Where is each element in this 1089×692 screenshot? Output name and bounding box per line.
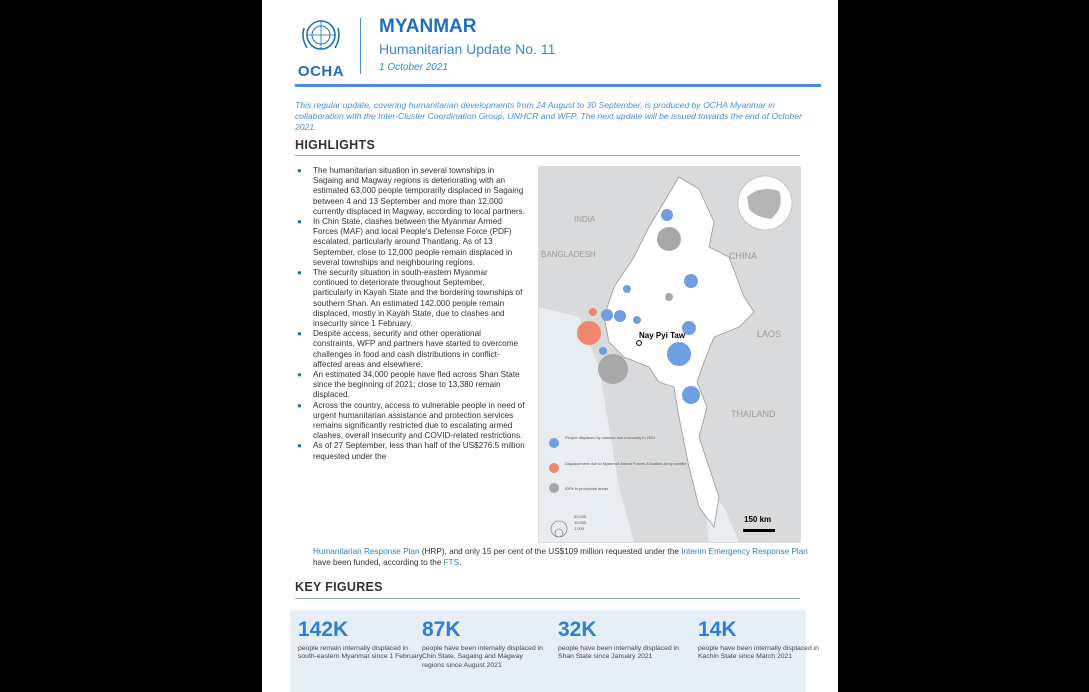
fts-link[interactable]: FTS: [443, 557, 460, 567]
capital-marker-icon: [637, 341, 642, 346]
key-figure-label: people have been internally displaced in Chin State, Sagaing and Magway regions since August 2021: [422, 645, 543, 669]
key-figure-value: 14K: [698, 618, 737, 641]
label-china: CHINA: [729, 251, 758, 261]
highlight-item: ● The humanitarian situation in several townships in Sagaing and Magway regions is deteriorating with an estimated 63,000 people temporarily displaced in Sagaing between 4 and 13 September and more than 12,000 currently displaced in Magway, according to local partners.: [297, 166, 525, 216]
label-laos: LAOS: [757, 329, 782, 339]
key-figure-label: people remain internally displaced in south-eastern Myanmar since 1 February: [298, 645, 423, 661]
key-figures-rule: [295, 598, 800, 599]
legend-blue-text: People displaced by clashes and insecurity in 2021: [565, 435, 656, 440]
scale-50000: 50,000: [574, 514, 587, 519]
map-svg: [539, 167, 800, 542]
highlight-item: ● An estimated 34,000 people have fled across Shan State since the beginning of 2021; close to 13,380 remain displaced.: [297, 370, 520, 400]
hrp-link[interactable]: Humanitarian Response Plan: [313, 547, 420, 556]
bubble-rakhine-north: [589, 308, 597, 316]
inset-globe: [738, 176, 792, 230]
bubble-sagaing: [623, 285, 631, 293]
key-figure: [298, 618, 423, 662]
doc-subtitle: Humanitarian Update No. 11: [379, 41, 556, 57]
document-page: [262, 0, 838, 692]
legend-grey-text: IDPs in protracted areas: [565, 486, 609, 491]
bullet-icon: ●: [297, 166, 302, 175]
bullet-icon: ●: [297, 370, 302, 380]
scale-bar-label: 150 km: [744, 515, 772, 524]
key-figure-value: 142K: [298, 618, 349, 641]
scale-1000: 1,000: [574, 526, 585, 531]
legend-red-swatch: [549, 463, 559, 473]
label-bangladesh: BANGLADESH: [541, 250, 596, 259]
highlight-item: ● Across the country, access to vulnerable people in need of urgent humanitarian assistance and protection services remains significantly restricted due to escalating armed clashes, overall insecurity and COVID-related restrictions.: [297, 400, 525, 441]
highlights-rule: [295, 155, 800, 156]
highlights-list: [295, 166, 525, 462]
legend-blue-swatch: [549, 438, 559, 448]
bubble-mandalay: [633, 316, 641, 324]
label-india: INDIA: [574, 215, 596, 224]
ocha-logo-text: OCHA: [297, 63, 345, 80]
highlight-tail: Humanitarian Response Plan (HRP), and only 15 per cent of the US$109 million requested under the Interim Emergency Response Plan have been funded, according to the FTS.: [313, 547, 808, 567]
bullet-icon: ●: [297, 400, 302, 410]
legend-red-text: Displacement due to Myanmar Armed Forces & Arakan Army conflict: [565, 461, 687, 466]
header-rule: [295, 84, 821, 87]
bullet-icon: ●: [297, 329, 302, 339]
bubble-kachin-north: [661, 209, 673, 221]
bubble-chin: [601, 309, 613, 321]
bubble-rakhine: [577, 321, 601, 345]
highlight-item: ● Despite access, security and other operational constraints, WFP and partners have started to overcome challenges in food and cash distributions in conflict-affected areas and elsewhere.: [297, 329, 519, 369]
bubble-sagaing-south: [614, 310, 626, 322]
bullet-icon: ●: [297, 268, 302, 278]
bubble-rakhine-protracted: [598, 354, 628, 384]
doc-title: MYANMAR: [379, 16, 477, 37]
bubble-shan-north: [684, 274, 698, 288]
legend-grey-swatch: [549, 483, 559, 493]
key-figure: [558, 618, 683, 662]
bubble-kayah: [667, 342, 691, 366]
highlight-item: ● In Chin State, clashes between the Myanmar Armed Forces (MAF) and local People's Defense Force (PDF) escalated, particularly around Thantlang. As of 13 September, close to 12,000 people remain displaced in several townships and neighbouring regions.: [297, 217, 513, 267]
bubble-magway: [599, 347, 607, 355]
highlight-item: ● The security situation in south-eastern Myanmar continued to deteriorate throughout September, particularly in Kayah State and the bordering townships of southern Shan. An estimated 142,000 people remain displaced, mostly in Kayah State, due to clashes and insecurity since 1 February.: [297, 268, 523, 329]
un-emblem-icon: [298, 16, 344, 56]
un-logo: [296, 16, 346, 80]
capital-label: Nay Pyi Taw: [639, 331, 686, 340]
doc-date: 1 October 2021: [379, 62, 448, 73]
key-figure: [422, 618, 547, 670]
key-figures-heading: KEY FIGURES: [295, 580, 383, 594]
label-thailand: THAILAND: [731, 409, 776, 419]
intro-paragraph: This regular update, covering humanitarian developments from 24 August to 30 September, is produced by OCHA Myanmar in collaboration with the Inter-Cluster Coordination Group, UNHCR and WFP. The next update will be issued towards the end of October 2021.: [295, 100, 802, 132]
key-figure-label: people have been internally displaced in Kachin State since March 2021: [698, 645, 819, 661]
scale-bar: [743, 529, 775, 532]
highlights-heading: HIGHLIGHTS: [295, 138, 376, 152]
bubble-shan-protracted: [665, 293, 673, 301]
key-figure: [698, 618, 823, 662]
key-figure-value: 87K: [422, 618, 461, 641]
ierp-link[interactable]: Interim Emergency Response Plan: [681, 547, 808, 556]
displacement-map: [538, 166, 801, 543]
bullet-icon: ●: [297, 217, 302, 227]
scale-10000: 10,000: [574, 520, 587, 525]
highlight-item: ● As of 27 September, less than half of the US$276.5 million requested under the: [297, 441, 525, 461]
key-figure-value: 32K: [558, 618, 597, 641]
bubble-kachin-protracted: [657, 227, 681, 251]
header-divider: [360, 18, 361, 74]
bullet-icon: ●: [297, 441, 302, 451]
key-figure-label: people have been internally displaced in Shan State since January 2021: [558, 645, 679, 661]
bubble-kayin: [682, 386, 700, 404]
